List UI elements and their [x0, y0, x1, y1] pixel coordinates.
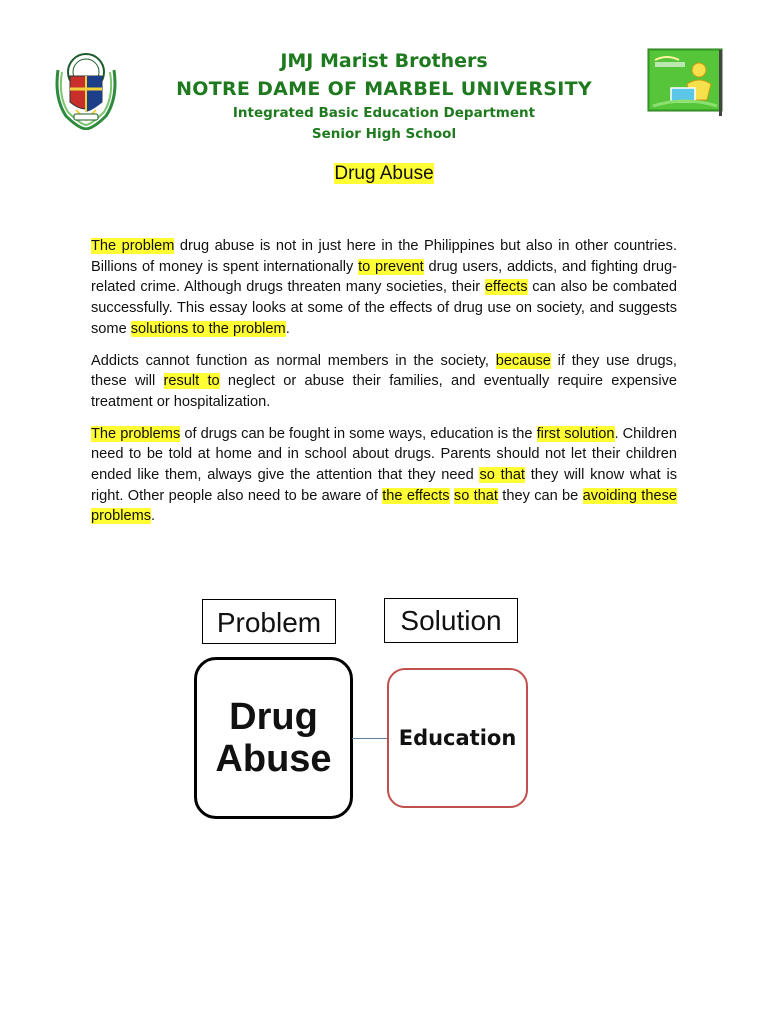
essay-body — [91, 236, 677, 538]
text-run: they can be — [497, 487, 583, 504]
highlighted-phrase: so that — [453, 487, 498, 504]
highlighted-phrase: avoiding these problems — [91, 487, 677, 525]
problem-label: Problem — [202, 599, 336, 644]
highlighted-phrase: first solution — [536, 425, 615, 442]
essay-paragraph-3 — [91, 424, 677, 528]
university-name: NOTRE DAME OF MARBEL UNIVERSITY — [176, 78, 592, 100]
school-name-line: JMJ Marist Brothers — [280, 50, 488, 72]
highlighted-phrase: The problem — [91, 238, 175, 254]
department-name: Integrated Basic Education Department — [232, 105, 536, 121]
text-run: drug users, addicts, and fighting drug-related crime. Although drugs threaten many societies, their — [91, 258, 677, 296]
problem-box-text: Drug Abuse — [215, 696, 332, 780]
highlighted-phrase: The problems — [91, 425, 181, 442]
essay-paragraph-2 — [91, 351, 677, 413]
highlighted-phrase: result to — [163, 373, 220, 390]
problem-box — [194, 657, 353, 819]
solution-box-text: Education — [398, 726, 517, 750]
text-run: . — [151, 508, 156, 525]
text-run: . — [285, 320, 290, 337]
text-run: drug abuse is not in just here in the Philippines but also in other countries. Billions of money is spent internationally — [91, 238, 677, 275]
essay-paragraph-1 — [91, 236, 677, 340]
highlighted-phrase: because — [495, 352, 551, 369]
document-title — [0, 163, 768, 185]
highlighted-phrase: so that — [479, 467, 525, 484]
solution-box — [387, 668, 528, 808]
highlighted-phrase: the effects — [382, 487, 450, 504]
highlighted-phrase: solutions to the problem — [130, 320, 286, 337]
highlighted-phrase: effects — [484, 279, 528, 296]
diagram-connector — [352, 738, 387, 739]
text-run: neglect or abuse their families, and eventually require expensive treatment or hospitalization. — [91, 373, 677, 410]
text-run: Addicts cannot function as normal members in the society, — [91, 352, 496, 369]
highlighted-phrase: to prevent — [358, 258, 424, 275]
solution-label: Solution — [384, 598, 518, 643]
document-title-text: Drug Abuse — [334, 163, 434, 184]
text-run: they will know what is right. Other people also need to be aware of — [91, 467, 678, 504]
school-level: Senior High School — [311, 126, 457, 142]
text-run: of drugs can be fought in some ways, education is the — [180, 425, 537, 442]
text-run: can also be combated successfully. This essay looks at some of the effects of drug use on society, and suggests some — [91, 279, 678, 337]
text-run: . Children need to be told at home and in school about drugs. Parents should not let their children ended like them, always give the attention that they need — [91, 425, 677, 484]
text-run: if they use drugs, these will — [91, 352, 677, 390]
